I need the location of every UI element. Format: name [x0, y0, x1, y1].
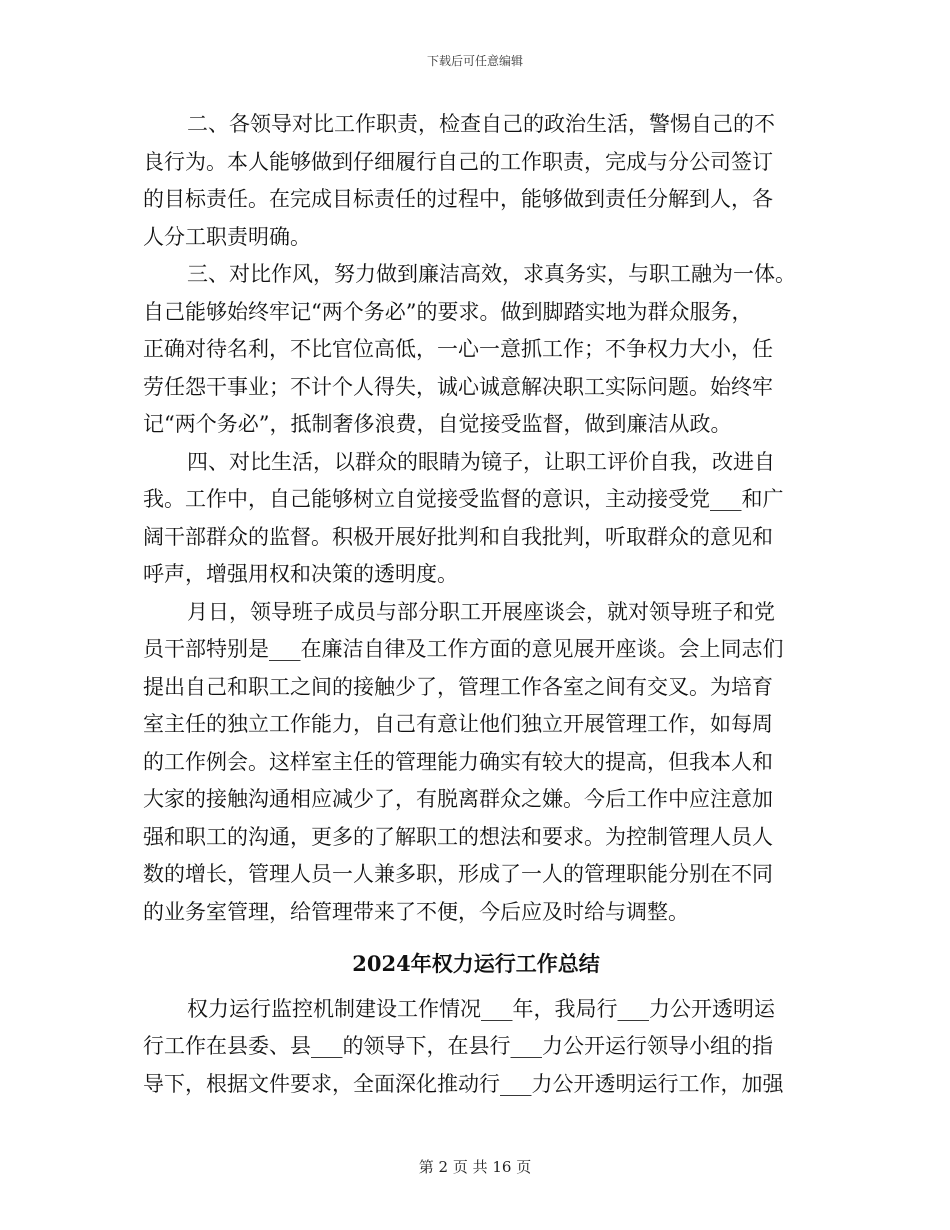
text-line: 导下，根据文件要求，全面深化推动行___力公开透明运行工作，加强 [143, 1071, 784, 1096]
paragraph-style [143, 256, 809, 444]
text-line: 劳任怨干事业；不计个人得失，诚心诚意解决职工实际问题。始终牢 [143, 374, 773, 399]
text-line: 四、对比生活，以群众的眼睛为镜子，让职工评价自我，改进自 [187, 449, 775, 474]
text-line: 自己能够始终牢记“两个务必”的要求。做到脚踏实地为群众服务， [143, 299, 753, 324]
text-line: 权力运行监控机制建设工作情况___年，我局行___力公开透明运 [187, 996, 775, 1021]
text-line: 呼声，增强用权和决策的透明度。 [143, 562, 458, 586]
header-note: 下载后可任意编辑 [426, 54, 523, 68]
text-line: 行工作在县委、县___的领导下，在县行___力公开运行领导小组的指 [143, 1034, 773, 1058]
paragraph-symposium [143, 594, 809, 932]
text-line: 人分工职责明确。 [143, 224, 311, 249]
paragraph-life [143, 444, 809, 594]
paragraph-duties [143, 106, 809, 256]
text-line: 正确对待名利，不比官位高低，一心一意抓工作；不争权力大小，任 [143, 337, 773, 361]
text-line: 良行为。本人能够做到仔细履行自己的工作职责，完成与分公司签订 [143, 149, 773, 174]
section-title: 2024年权力运行工作总结 [352, 951, 600, 976]
text-line: 的工作例会。这样室主任的管理能力确实有较大的提高，但我本人和 [143, 749, 773, 774]
text-line: 的业务室管理，给管理带来了不便，今后应及时给与调整。 [143, 899, 689, 924]
text-line: 月日，领导班子成员与部分职工开展座谈会，就对领导班子和党 [187, 599, 775, 624]
page-number: 第 2 页 共 16 页 [418, 1158, 532, 1176]
text-line: 我。工作中，自己能够树立自觉接受监督的意识，主动接受党___和广 [143, 487, 784, 511]
text-line: 记“两个务必”，抵制奢侈浪费，自觉接受监督，做到廉洁从政。 [143, 412, 732, 436]
text-line: 阔干部群众的监督。积极开展好批判和自我批判，听取群众的意见和 [143, 524, 773, 549]
document-body [143, 106, 809, 1103]
text-line: 数的增长，管理人员一人兼多职，形成了一人的管理职能分别在不同 [143, 862, 773, 886]
text-line: 的目标责任。在完成目标责任的过程中，能够做到责任分解到人，各 [143, 187, 773, 211]
text-line: 提出自己和职工之间的接触少了，管理工作各室之间有交叉。为培育 [143, 674, 773, 699]
text-line: 三、对比作风，努力做到廉洁高效，求真务实，与职工融为一体。 [187, 262, 796, 286]
paragraph-power-operation [143, 991, 809, 1104]
text-line: 二、各领导对比工作职责，检查自己的政治生活，警惕自己的不 [187, 112, 775, 136]
text-line: 室主任的独立工作能力，自己有意让他们独立开展管理工作，如每周 [143, 712, 773, 736]
text-line: 员干部特别是___在廉洁自律及工作方面的意见展开座谈。会上同志们 [143, 637, 784, 661]
text-line: 强和职工的沟通，更多的了解职工的想法和要求。为控制管理人员人 [143, 824, 773, 849]
text-line: 大家的接触沟通相应减少了，有脱离群众之嫌。今后工作中应注意加 [143, 787, 773, 811]
